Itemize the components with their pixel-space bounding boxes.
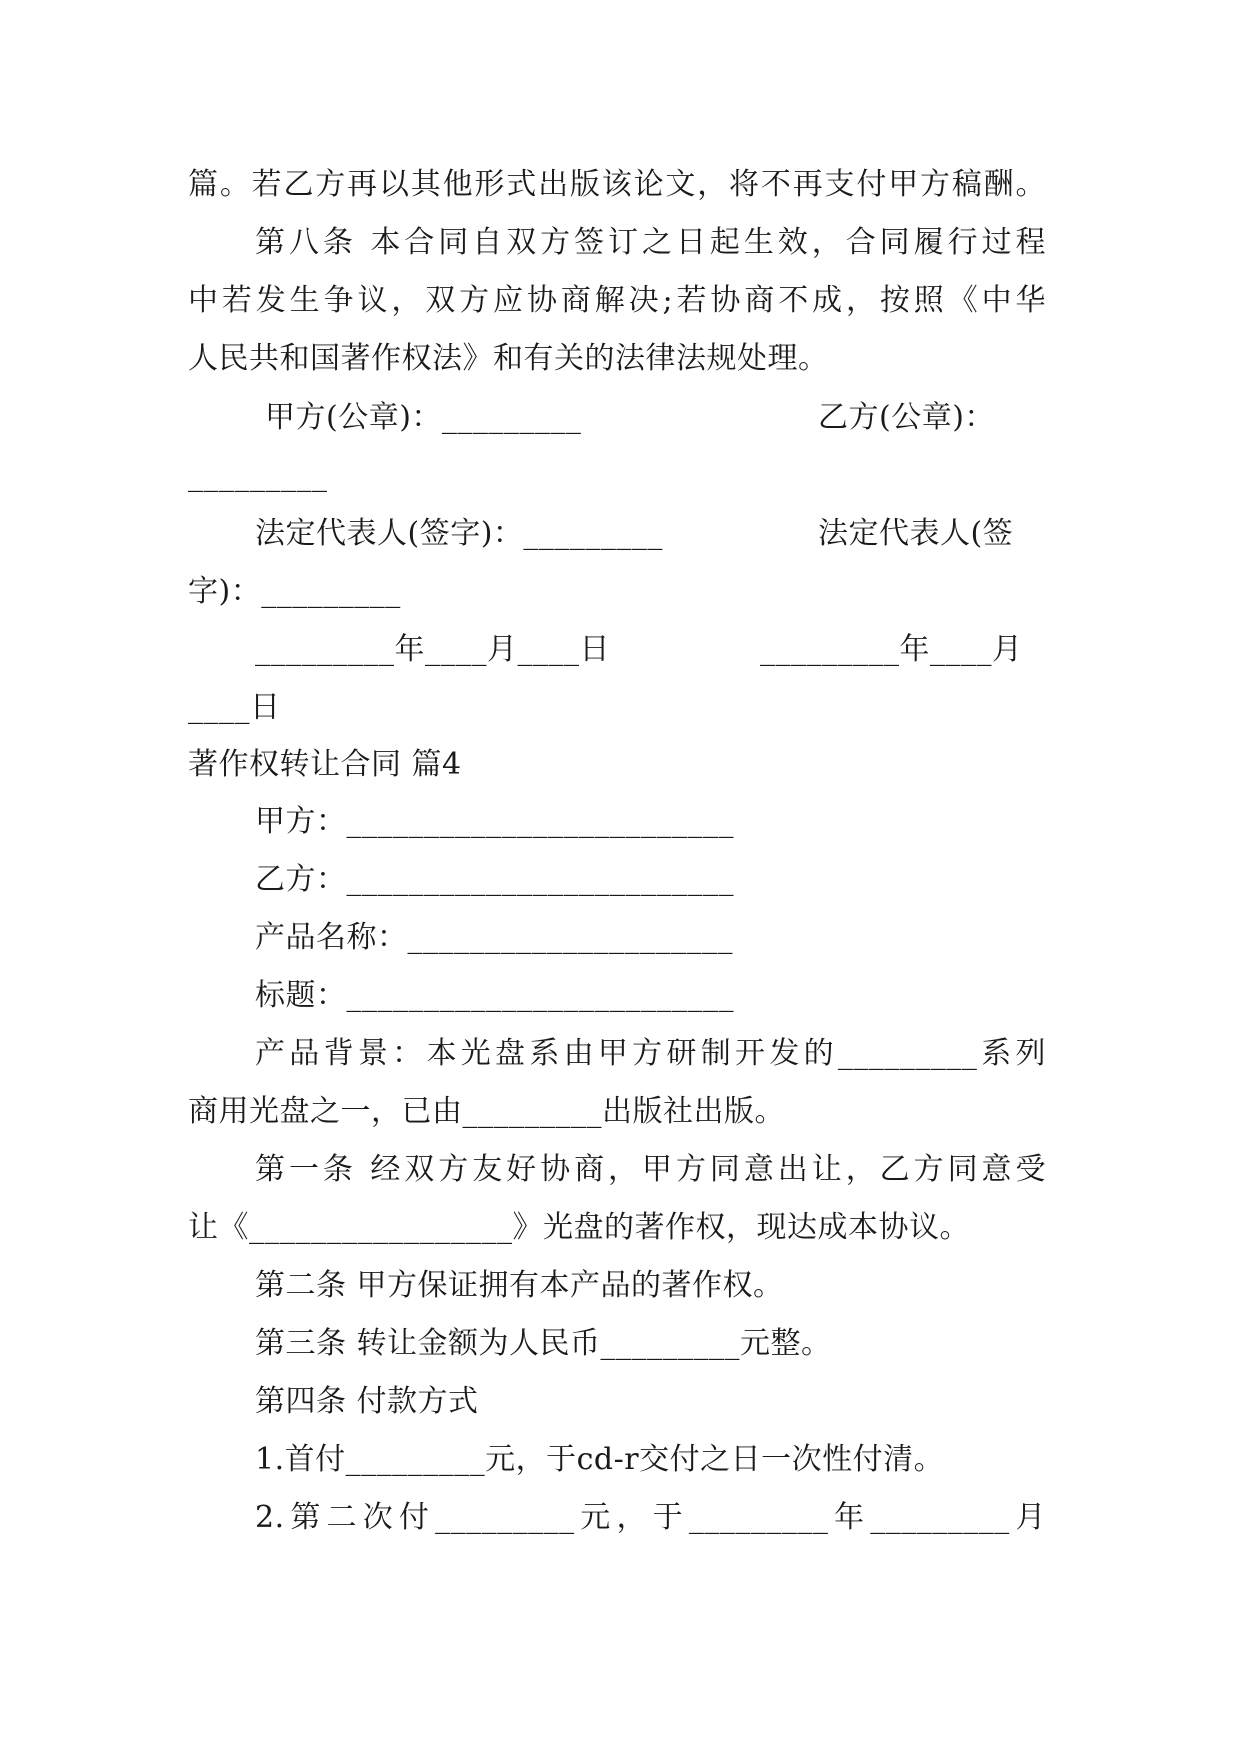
section-heading: 著作权转让合同 篇4 — [188, 747, 462, 782]
party-a-date: _________年____月____日 — [255, 632, 610, 667]
clause-8-line-3: 人民共和国著作权法》和有关的法律法规处理。 — [188, 341, 829, 376]
clause-4: 第四条 付款方式 — [255, 1384, 479, 1419]
title-field: 标题：_________________________ — [255, 978, 734, 1013]
product-name-field: 产品名称：_____________________ — [255, 920, 733, 955]
party-a-representative: 法定代表人(签字)：_________ — [255, 516, 663, 551]
party-a-field: 甲方：_________________________ — [255, 804, 734, 839]
party-b-field: 乙方：_________________________ — [255, 862, 734, 897]
party-b-seal-blank: _________ — [188, 458, 328, 493]
clause-8-line-1: 第八条 本合同自双方签订之日起生效，合同履行过程 — [255, 225, 1046, 260]
payment-item-2: 2.第二次付_________元，于_________年_________月 — [255, 1500, 1046, 1535]
clause-8-line-2: 中若发生争议，双方应协商解决;若协商不成，按照《中华 — [188, 283, 1046, 318]
payment-item-1: 1.首付_________元，于cd-r交付之日一次性付清。 — [255, 1442, 945, 1477]
party-b-seal: 乙方(公章)： — [818, 400, 995, 435]
clause-3: 第三条 转让金额为人民币_________元整。 — [255, 1326, 832, 1361]
product-background-line-1: 产品背景：本光盘系由甲方研制开发的_________系列 — [255, 1036, 1046, 1071]
party-b-representative-blank: 字)：_________ — [188, 574, 401, 609]
party-b-representative: 法定代表人(签 — [818, 516, 1014, 551]
party-a-seal: 甲方(公章)：_________ — [265, 400, 582, 435]
party-b-date: _________年____月 — [760, 632, 1023, 667]
clause-1-line-2: 让《_________________》光盘的著作权，现达成本协议。 — [188, 1210, 970, 1245]
party-b-date-day: ____日 — [188, 690, 281, 725]
product-background-line-2: 商用光盘之一，已由_________出版社出版。 — [188, 1094, 785, 1129]
text-line-1: 篇。若乙方再以其他形式出版该论文，将不再支付甲方稿酬。 — [188, 167, 1046, 202]
clause-2: 第二条 甲方保证拥有本产品的著作权。 — [255, 1268, 784, 1303]
clause-1-line-1: 第一条 经双方友好协商，甲方同意出让，乙方同意受 — [255, 1152, 1046, 1187]
